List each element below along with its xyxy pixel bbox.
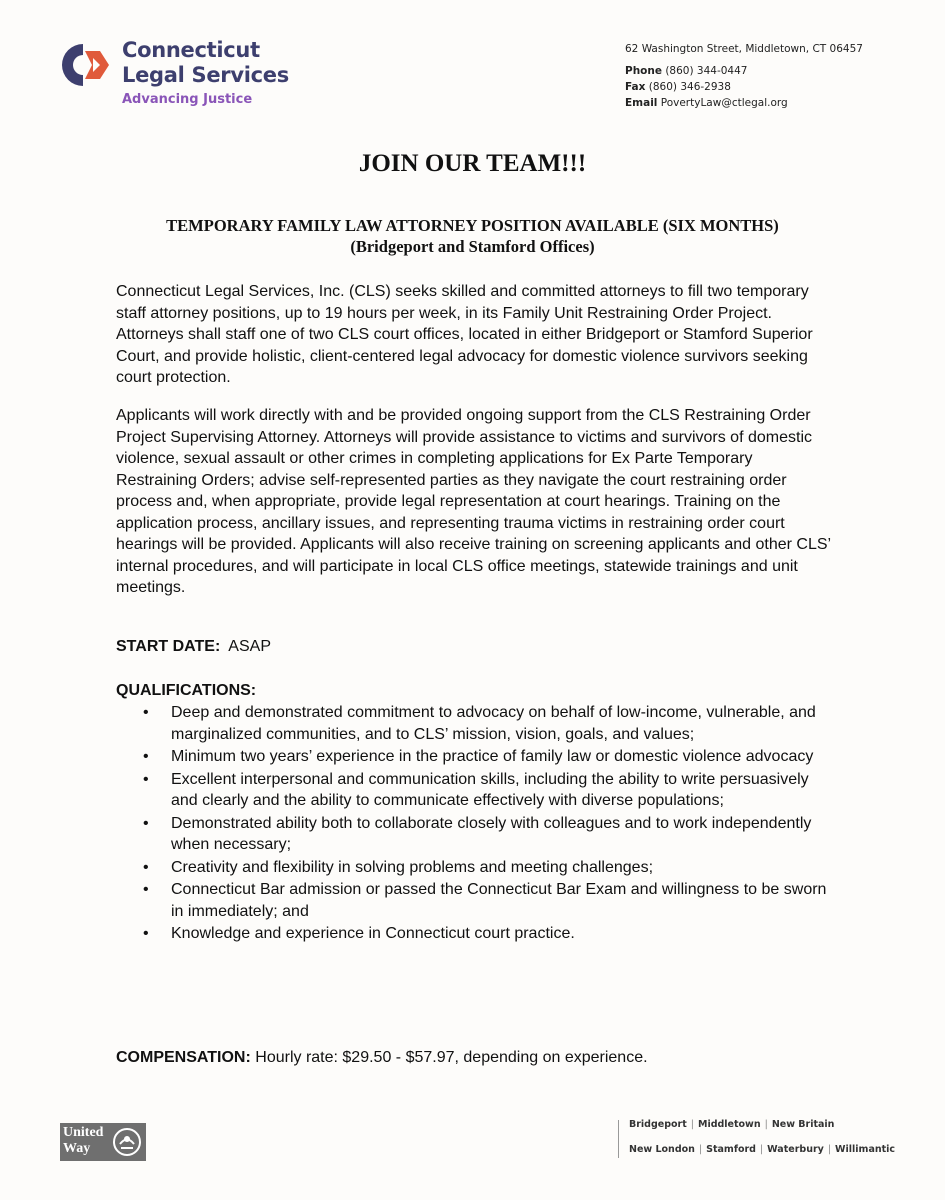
qualification-text: Creativity and flexibility in solving problems and meeting challenges;: [171, 858, 654, 876]
office-new-london: New London: [629, 1144, 695, 1155]
office-willimantic: Willimantic: [835, 1144, 896, 1155]
start-date-value: ASAP: [228, 638, 271, 655]
fax-number: (860) 346-2938: [648, 81, 731, 93]
united-way-line1: United: [63, 1125, 104, 1140]
bullet-icon: •: [143, 881, 149, 898]
qualification-text: Knowledge and experience in Connecticut court practice.: [171, 925, 575, 942]
compensation-value: Hourly rate: $29.50 - $57.97, depending on experience.: [255, 1049, 648, 1066]
org-tagline: Advancing Justice: [122, 92, 253, 107]
cls-logo-mark-icon: [60, 42, 110, 88]
org-name: [122, 38, 289, 88]
list-item: [116, 746, 836, 768]
qualifications-heading: QUALIFICATIONS:: [116, 682, 257, 699]
cls-logo: [60, 38, 320, 118]
start-date-label: START DATE:: [116, 638, 221, 655]
offices-row1: Bridgeport | Middletown | New Britain: [629, 1119, 835, 1130]
compensation: [116, 1047, 836, 1069]
office-bridgeport: Bridgeport: [629, 1119, 687, 1130]
position-subtitle: [0, 215, 945, 257]
qualification-text: Minimum two years’ experience in the practice of family law or domestic violence advocacy: [171, 748, 814, 765]
subtitle-line1: TEMPORARY FAMILY LAW ATTORNEY POSITION AVAILABLE (SIX MONTHS): [166, 216, 779, 235]
list-item: [116, 702, 836, 745]
bullet-icon: •: [143, 925, 149, 942]
org-name-line2: Legal Services: [122, 63, 289, 87]
fax-label: Fax: [625, 81, 646, 93]
email-address[interactable]: PovertyLaw@ctlegal.org: [660, 97, 788, 109]
email-line: [625, 95, 863, 111]
duties-paragraph: Applicants will work directly with and be provided ongoing support from the CLS Restraining Order Project Supervising Attorney. Attorneys will provide assistance to victims and survivors of domestic violence, sexual assault or other crimes in completing applications for Ex Parte Temporary Restraining Orders; advise self-represented parties as they navigate the court restraining order process and, when appropriate, provide legal representation at court hearings. Training on the application process, ancillary issues, and representing trauma victims in restraining order court hearings will be provided. Applicants will also receive training on screening applicants and other CLS’ internal procedures, and will participate in local CLS office meetings, statewide trainings and unit meetings.: [116, 407, 831, 596]
page-title: JOIN OUR TEAM!!!: [358, 150, 587, 177]
phone-line: [625, 63, 863, 79]
qualification-text: Excellent interpersonal and communication skills, including the ability to write persuasively and clearly and the ability to communicate effectively with diverse populations;: [171, 770, 809, 809]
fax-line: [625, 79, 863, 95]
start-date: [116, 636, 836, 658]
subtitle-line2: (Bridgeport and Stamford Offices): [350, 237, 595, 256]
bullet-icon: •: [143, 814, 149, 832]
bullet-icon: •: [143, 858, 149, 876]
united-way-logo: [60, 1123, 146, 1161]
qualification-text: Deep and demonstrated commitment to advocacy on behalf of low-income, vulnerable, and marginalized communities, and to CLS’ mission, vision, goals, and values;: [171, 704, 816, 743]
office-new-britain: New Britain: [771, 1119, 835, 1130]
qualification-text: Demonstrated ability both to collaborate closely with colleagues and to work independently when necessary;: [171, 814, 812, 853]
contact-block: [625, 41, 863, 111]
united-way-line2: Way: [63, 1141, 91, 1156]
office-middletown: Middletown: [697, 1119, 761, 1130]
bullet-icon: •: [143, 704, 149, 721]
united-way-hand-icon: [112, 1127, 142, 1157]
bullet-icon: •: [143, 770, 149, 788]
org-name-line1: Connecticut: [122, 38, 260, 62]
phone-label: Phone: [625, 65, 662, 77]
compensation-label: COMPENSATION:: [116, 1049, 251, 1066]
united-way-text: [63, 1125, 103, 1157]
phone-number: (860) 344-0447: [665, 65, 748, 77]
email-label: Email: [625, 97, 658, 109]
qualification-text: Connecticut Bar admission or passed the Connecticut Bar Exam and willingness to be sworn in immediately; and: [171, 881, 827, 920]
list-item: [116, 879, 836, 922]
list-item: [116, 857, 836, 879]
offices-row2: New London | Stamford | Waterbury | Willimantic: [629, 1144, 896, 1155]
address: 62 Washington Street, Middletown, CT 06457: [625, 43, 863, 55]
bullet-icon: •: [143, 748, 149, 765]
list-item: [116, 769, 836, 812]
divider: [618, 1120, 619, 1158]
office-waterbury: Waterbury: [767, 1144, 824, 1155]
qualifications-list: [116, 702, 836, 946]
list-item: [116, 923, 836, 945]
list-item: [116, 813, 836, 856]
intro-paragraph: Connecticut Legal Services, Inc. (CLS) seeks skilled and committed attorneys to fill two temporary staff attorney positions, up to 19 hours per week, in its Family Unit Restraining Order Project. Attorneys shall staff one of two CLS court offices, located in either Bridgeport or Stamford Superior Court, and provide holistic, client-centered legal advocacy for domestic violence survivors seeking court protection.: [116, 283, 813, 386]
office-stamford: Stamford: [706, 1144, 756, 1155]
